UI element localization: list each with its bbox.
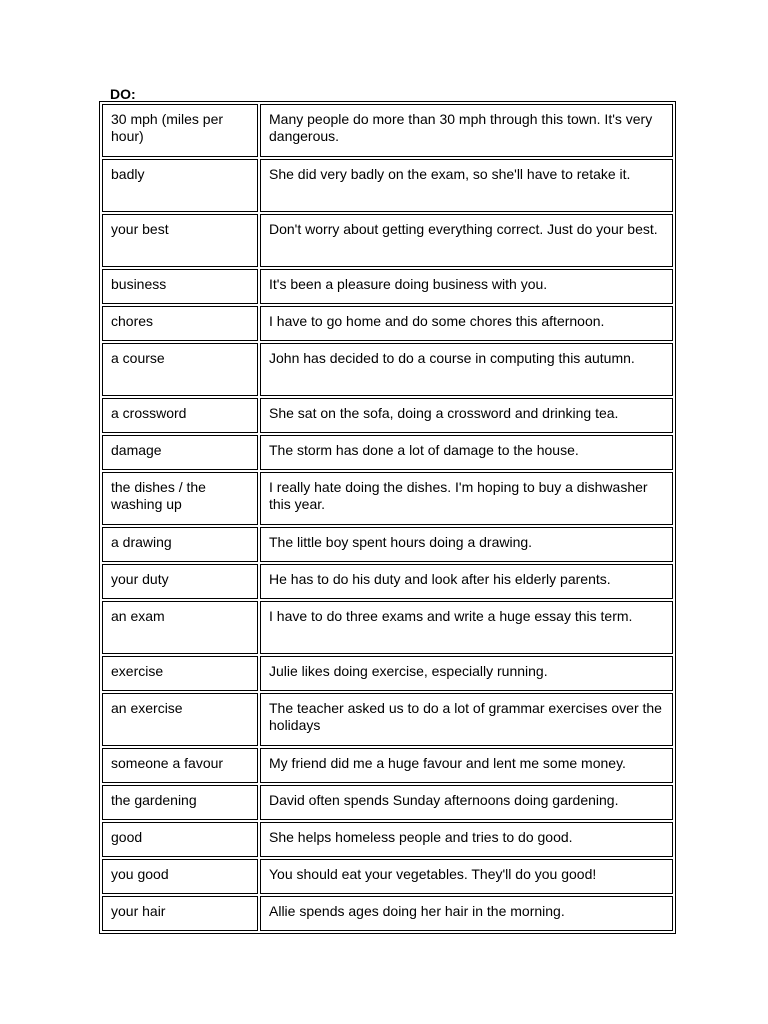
term-cell: the gardening — [102, 785, 258, 820]
example-cell: I have to go home and do some chores this afternoon. — [260, 306, 673, 341]
term-cell: you good — [102, 859, 258, 894]
example-cell: My friend did me a huge favour and lent me some money. — [260, 748, 673, 783]
term-cell: a crossword — [102, 398, 258, 433]
term-cell: an exercise — [102, 693, 258, 746]
example-cell: Julie likes doing exercise, especially running. — [260, 656, 673, 691]
table-row — [102, 785, 673, 820]
table-row — [102, 398, 673, 433]
example-cell: He has to do his duty and look after his elderly parents. — [260, 564, 673, 599]
example-cell: She did very badly on the exam, so she'll have to retake it. — [260, 159, 673, 212]
example-cell: She sat on the sofa, doing a crossword and drinking tea. — [260, 398, 673, 433]
example-cell: You should eat your vegetables. They'll do you good! — [260, 859, 673, 894]
table-row — [102, 564, 673, 599]
example-cell: I have to do three exams and write a huge essay this term. — [260, 601, 673, 654]
table-row — [102, 269, 673, 304]
example-cell: Don't worry about getting everything correct. Just do your best. — [260, 214, 673, 267]
term-cell: exercise — [102, 656, 258, 691]
example-cell: Many people do more than 30 mph through this town. It's very dangerous. — [260, 104, 673, 157]
vocabulary-table-wrapper — [99, 101, 676, 934]
table-row — [102, 104, 673, 157]
term-cell: a course — [102, 343, 258, 396]
example-cell: The little boy spent hours doing a drawing. — [260, 527, 673, 562]
term-cell: business — [102, 269, 258, 304]
example-cell: I really hate doing the dishes. I'm hoping to buy a dishwasher this year. — [260, 472, 673, 525]
table-row — [102, 472, 673, 525]
term-cell: the dishes / the washing up — [102, 472, 258, 525]
example-cell: It's been a pleasure doing business with you. — [260, 269, 673, 304]
example-cell: The teacher asked us to do a lot of grammar exercises over the holidays — [260, 693, 673, 746]
term-cell: your duty — [102, 564, 258, 599]
term-cell: badly — [102, 159, 258, 212]
table-row — [102, 306, 673, 341]
term-cell: good — [102, 822, 258, 857]
example-cell: David often spends Sunday afternoons doing gardening. — [260, 785, 673, 820]
section-heading: DO: — [110, 86, 136, 102]
term-cell: damage — [102, 435, 258, 470]
vocabulary-table — [99, 101, 676, 934]
term-cell: 30 mph (miles per hour) — [102, 104, 258, 157]
term-cell: a drawing — [102, 527, 258, 562]
term-cell: an exam — [102, 601, 258, 654]
table-row — [102, 656, 673, 691]
example-cell: John has decided to do a course in computing this autumn. — [260, 343, 673, 396]
table-row — [102, 859, 673, 894]
table-row — [102, 214, 673, 267]
term-cell: your hair — [102, 896, 258, 931]
table-row — [102, 159, 673, 212]
table-row — [102, 435, 673, 470]
table-row — [102, 896, 673, 931]
term-cell: chores — [102, 306, 258, 341]
term-cell: your best — [102, 214, 258, 267]
term-cell: someone a favour — [102, 748, 258, 783]
table-row — [102, 748, 673, 783]
table-row — [102, 601, 673, 654]
table-row — [102, 822, 673, 857]
table-row — [102, 693, 673, 746]
example-cell: She helps homeless people and tries to do good. — [260, 822, 673, 857]
example-cell: The storm has done a lot of damage to the house. — [260, 435, 673, 470]
table-row — [102, 343, 673, 396]
table-row — [102, 527, 673, 562]
example-cell: Allie spends ages doing her hair in the morning. — [260, 896, 673, 931]
